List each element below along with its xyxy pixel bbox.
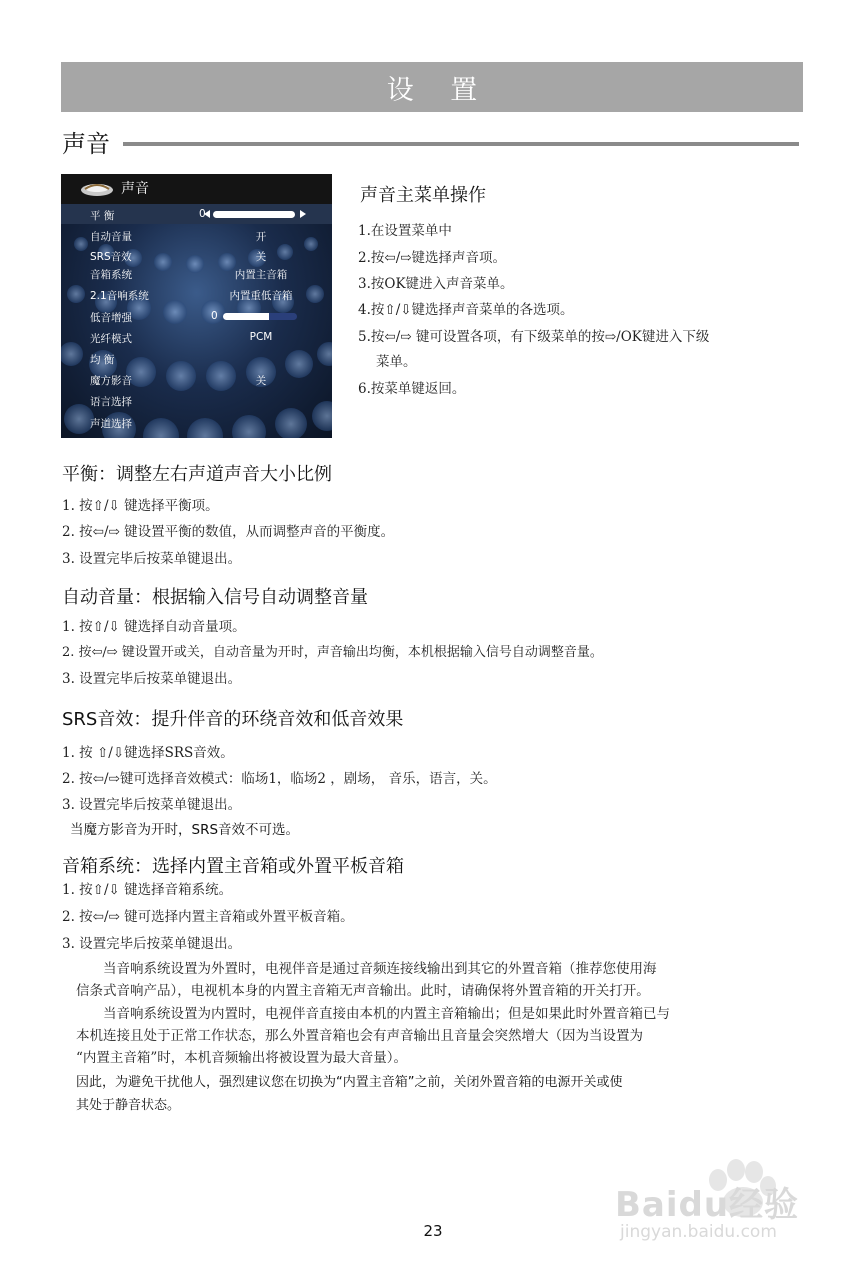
- osd-row-label: 音箱系统: [90, 269, 132, 281]
- auto-volume-step: 2. 按⇦/⇨ 键设置开或关，自动音量为开时，声音输出均衡，本机根据输入信号自动调整音量。: [62, 645, 603, 660]
- osd-title: 声音: [121, 181, 149, 197]
- osd-row-value: 内置重低音箱: [229, 290, 293, 302]
- main-ops-step: 4.按⇧/⇩键选择声音菜单的各选项。: [358, 302, 574, 318]
- osd-row-channel[interactable]: [61, 412, 332, 432]
- osd-title-bar: [61, 174, 332, 205]
- srs-step: 3. 设置完毕后按菜单键退出。: [62, 797, 242, 813]
- osd-row-value: 关: [255, 375, 267, 387]
- osd-row-value: 关: [255, 251, 267, 263]
- osd-row-language[interactable]: [61, 390, 332, 410]
- osd-row-balance[interactable]: [61, 204, 332, 224]
- osd-row-value: 0: [211, 310, 218, 322]
- main-ops-step: 2.按⇦/⇨键选择声音项。: [358, 250, 507, 266]
- speaker-step: 3. 设置完毕后按菜单键退出。: [62, 936, 242, 952]
- auto-volume-title: 自动音量：根据输入信号自动调整音量: [62, 587, 368, 608]
- balance-title: 平衡：调整左右声道声音大小比例: [62, 464, 332, 485]
- main-ops-step: 5.按⇦/⇨ 键可设置各项，有下级菜单的按⇨/OK键进入下级: [358, 329, 710, 345]
- speaker-title: 音箱系统：选择内置主音箱或外置平板音箱: [62, 856, 404, 877]
- arrow-left-icon: [204, 210, 210, 218]
- speaker-paragraph-line: 本机连接且处于正常工作状态，那么外置音箱也会有声音输出且音量会突然增大（因为当设置为: [76, 1028, 643, 1044]
- osd-row-label: 2.1音响系统: [90, 290, 149, 302]
- auto-volume-step: 3. 设置完毕后按菜单键退出。: [62, 671, 242, 687]
- speaker-warning-line: 因此，为避免干扰他人，强烈建议您在切换为“内置主音箱”之前，关闭外置音箱的电源开关或使: [76, 1075, 623, 1090]
- speaker-paragraph-line: 当音响系统设置为内置时，电视伴音直接由本机的内置主音箱输出；但是如果此时外置音箱已与: [103, 1006, 670, 1022]
- main-ops-step: 6.按菜单键返回。: [358, 381, 466, 397]
- osd-row-label: 平 衡: [90, 210, 115, 222]
- page-header-title: 设 置: [386, 75, 492, 106]
- page-number: 23: [423, 1222, 443, 1240]
- osd-row-value: 开: [255, 231, 267, 243]
- speaker-paragraph-line: “内置主音箱”时，本机音频输出将被设置为最大音量）。: [76, 1050, 408, 1066]
- osd-row-label: 低音增强: [90, 312, 132, 324]
- main-ops-step: 3.按OK键进入声音菜单。: [358, 276, 514, 292]
- speaker-step: 2. 按⇦/⇨ 键可选择内置主音箱或外置平板音箱。: [62, 909, 354, 925]
- osd-row-optical-mode[interactable]: [61, 327, 332, 347]
- srs-title: SRS音效：提升伴音的环绕音效和低音效果: [62, 709, 404, 730]
- srs-step: 1. 按 ⇧/⇩键选择SRS音效。: [62, 745, 234, 761]
- srs-step: 2. 按⇦/⇨键可选择音效模式：临场1，临场2 ，剧场， 音乐，语言，关。: [62, 771, 497, 787]
- osd-row-value: 内置主音箱: [234, 269, 288, 281]
- speaker-paragraph-line: 信条式音响产品），电视机本身的内置主音箱无声音输出。此时，请确保将外置音箱的开关打开。: [76, 983, 650, 999]
- speaker-warning-line: 其处于静音状态。: [76, 1098, 181, 1113]
- osd-row-speaker-system[interactable]: [61, 263, 332, 283]
- osd-row-label: 光纤模式: [90, 333, 132, 345]
- balance-step: 2. 按⇦/⇨ 键设置平衡的数值，从而调整声音的平衡度。: [62, 524, 395, 540]
- osd-row-label: SRS音效: [90, 251, 132, 263]
- srs-note: 当魔方影音为开时，SRS音效不可选。: [70, 822, 300, 838]
- osd-sound-menu-screenshot: [61, 174, 332, 438]
- main-ops-step: 菜单。: [376, 354, 417, 370]
- watermark-url: jingyan.baidu.com: [620, 1222, 777, 1242]
- page-header-banner: [61, 62, 803, 112]
- osd-row-2-1-system[interactable]: [61, 284, 332, 304]
- main-ops-step: 1.在设置菜单中: [358, 223, 452, 239]
- osd-row-equalizer[interactable]: [61, 348, 332, 368]
- osd-row-srs[interactable]: [61, 245, 332, 265]
- balance-step: 1. 按⇧/⇩ 键选择平衡项。: [62, 498, 219, 514]
- osd-row-value: 0: [199, 208, 206, 220]
- section-title: 声音: [62, 130, 110, 158]
- speaker-logo-icon: [79, 179, 115, 197]
- speaker-paragraph-line: 当音响系统设置为外置时，电视伴音是通过音频连接线输出到其它的外置音箱（推荐您使用海: [103, 961, 657, 977]
- watermark-brand: Baidu经验: [615, 1185, 800, 1225]
- main-ops-title: 声音主菜单操作: [360, 185, 486, 206]
- osd-row-value: PCM: [249, 331, 273, 343]
- osd-row-label: 均 衡: [90, 354, 115, 366]
- speaker-step: 1. 按⇧/⇩ 键选择音箱系统。: [62, 882, 233, 898]
- osd-row-label: 自动音量: [90, 231, 132, 243]
- balance-step: 3. 设置完毕后按菜单键退出。: [62, 551, 242, 567]
- bass-boost-slider[interactable]: [223, 313, 297, 320]
- section-divider: [123, 142, 799, 146]
- arrow-right-icon: [300, 210, 306, 218]
- balance-slider[interactable]: [213, 211, 295, 218]
- osd-row-magic-audio[interactable]: [61, 369, 332, 389]
- osd-row-auto-volume[interactable]: [61, 225, 332, 245]
- auto-volume-step: 1. 按⇧/⇩ 键选择自动音量项。: [62, 619, 246, 635]
- osd-row-label: 魔方影音: [90, 375, 132, 387]
- osd-row-label: 声道选择: [90, 418, 132, 430]
- osd-row-label: 语言选择: [90, 396, 132, 408]
- osd-row-bass-boost[interactable]: [61, 306, 332, 326]
